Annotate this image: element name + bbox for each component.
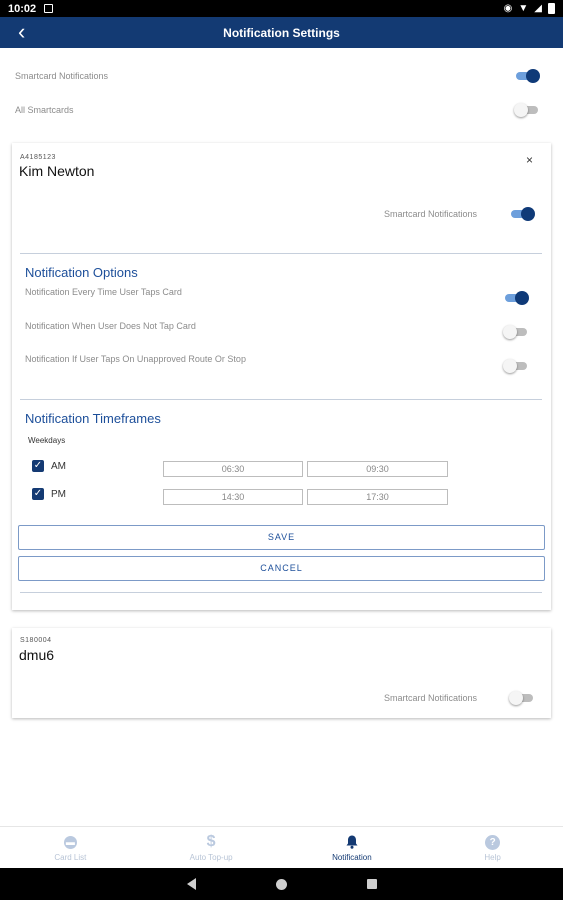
option-label-unapproved-route: Notification If User Taps On Unapproved Route Or Stop xyxy=(25,354,246,364)
close-icon[interactable]: × xyxy=(526,153,534,167)
system-home-icon[interactable] xyxy=(276,879,287,890)
am-start-time-field[interactable]: 06:30 xyxy=(163,461,303,477)
smartcard-card xyxy=(12,628,551,718)
cancel-button[interactable]: CANCEL xyxy=(18,556,545,581)
nav-item-auto-top-up[interactable] xyxy=(141,827,282,868)
smartcard-notifications-label: Smartcard Notifications xyxy=(15,71,109,81)
nav-item-help[interactable] xyxy=(422,827,563,868)
divider xyxy=(20,399,542,400)
location-icon: ◉ xyxy=(503,3,513,14)
card-list-icon: ▬ xyxy=(65,837,75,847)
status-bar xyxy=(0,0,563,17)
nav-item-notification[interactable] xyxy=(282,827,423,868)
divider xyxy=(20,592,542,593)
pm-checkbox[interactable]: ✓ xyxy=(33,488,43,499)
option-toggle-every-tap[interactable] xyxy=(503,291,529,305)
pm-end-time-field[interactable]: 17:30 xyxy=(307,489,448,505)
app-bar xyxy=(0,17,563,48)
card-smartcard-notifications-toggle[interactable] xyxy=(509,207,535,221)
bottom-navigation xyxy=(0,826,563,868)
nav-label: Help xyxy=(484,853,501,862)
notification-timeframes-title: Notification Timeframes xyxy=(25,411,161,426)
am-end-time-field[interactable]: 09:30 xyxy=(307,461,448,477)
card-smartcard-notifications-toggle[interactable] xyxy=(509,691,535,705)
am-label: AM xyxy=(51,461,66,472)
pm-start-time-field[interactable]: 14:30 xyxy=(163,489,303,505)
notification-indicator-icon xyxy=(44,4,53,13)
am-checkbox[interactable]: ✓ xyxy=(33,460,43,471)
card-id: A4185123 xyxy=(20,154,56,161)
save-button[interactable]: SAVE xyxy=(18,525,545,550)
signal-icon: ◢ xyxy=(534,3,542,14)
page-title: Notification Settings xyxy=(223,25,340,40)
weekdays-label: Weekdays xyxy=(28,436,66,445)
option-toggle-unapproved-route[interactable] xyxy=(503,359,529,373)
card-smartcard-notifications-label: Smartcard Notifications xyxy=(384,209,478,219)
nav-label: Card List xyxy=(54,853,87,862)
back-arrow-icon[interactable]: ‹ xyxy=(18,19,26,44)
option-toggle-no-tap[interactable] xyxy=(503,325,529,339)
battery-icon xyxy=(548,3,555,14)
system-navigation-bar xyxy=(0,868,563,900)
system-recents-icon[interactable] xyxy=(367,879,377,889)
card-id: S180004 xyxy=(20,637,52,644)
help-icon: ? xyxy=(485,835,500,850)
option-label-every-tap: Notification Every Time User Taps Card xyxy=(25,287,182,297)
pm-label: PM xyxy=(51,489,66,500)
status-icons xyxy=(504,3,555,14)
wifi-icon: ▼ xyxy=(518,3,529,14)
all-smartcards-label: All Smartcards xyxy=(15,105,74,115)
card-smartcard-notifications-label: Smartcard Notifications xyxy=(384,693,478,703)
status-time: 10:02 xyxy=(8,2,37,15)
card-holder-name: Kim Newton xyxy=(19,163,95,179)
system-back-icon[interactable] xyxy=(187,878,196,890)
smartcard-card xyxy=(12,143,551,610)
option-label-no-tap: Notification When User Does Not Tap Card xyxy=(25,321,196,331)
nav-label: Auto Top-up xyxy=(189,853,233,862)
nav-item-card-list[interactable] xyxy=(0,827,141,868)
bell-icon xyxy=(346,835,358,849)
dollar-icon: $ xyxy=(206,833,216,850)
divider xyxy=(20,253,542,254)
all-smartcards-toggle[interactable] xyxy=(514,103,540,117)
card-holder-name: dmu6 xyxy=(19,647,55,663)
nav-label: Notification xyxy=(332,853,372,862)
notification-options-title: Notification Options xyxy=(25,265,138,280)
smartcard-notifications-toggle[interactable] xyxy=(514,69,540,83)
